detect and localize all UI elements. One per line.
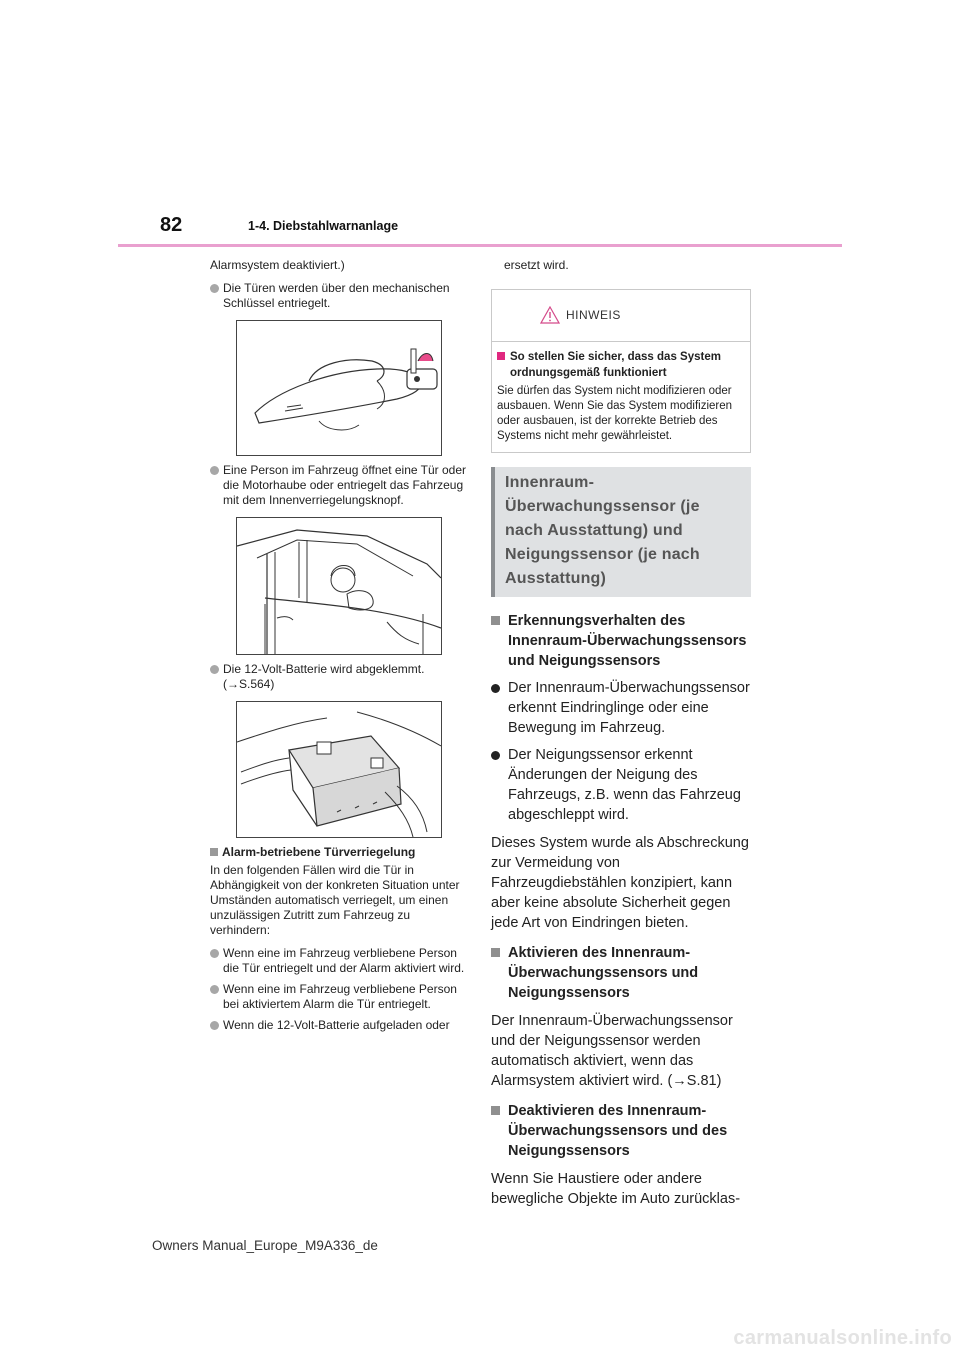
bullet-tilt-sensor (491, 745, 751, 825)
watermark: carmanualsonline.info (733, 1327, 952, 1349)
sub-heading-text: Alarm-betriebene Türverriegelung (222, 845, 416, 859)
bullet-dot-icon (210, 985, 219, 994)
header-rule (118, 244, 842, 247)
figure-battery (236, 701, 442, 838)
section-heading-box (491, 467, 751, 597)
notice-text: Sie dürfen das System nicht modifizieren oder ausbauen. Wenn Sie das System modifizieren oder ausbauen, ist der korrekte Betrieb des Systems nicht mehr gewährleistet. (497, 385, 733, 442)
section-title: 1-4. Diebstahlwarnanlage (248, 219, 399, 233)
notice-header (492, 290, 750, 342)
bullet-person-inside (210, 463, 472, 508)
notice-box (491, 289, 751, 453)
alarm-lock-paragraph: In den folgenden Fällen wird die Tür in Abhängigkeit von der konkreten Situation unter Umständen automatisch verriegelt, um einen unzulässigen Zutritt zum Fahrzeug zu verhindern: (210, 863, 460, 937)
sub-heading-deactivate (491, 1101, 751, 1161)
sub-heading-activate (491, 943, 751, 1003)
figure-door-handle-key (236, 320, 442, 456)
activate-paragraph: Der Innenraum-Überwachungssensor und der Neigungssensor werden automatisch aktiviert, wenn das Alarmsystem aktiviert wird. (→S.81) (491, 1013, 733, 1089)
bullet-text: Die 12-Volt-Batterie wird abgeklemmt. (→S.564) (223, 662, 425, 691)
bullet-alarm-active (210, 982, 472, 1012)
bullet-person-unlocks (210, 946, 472, 976)
bullet-dot-icon (491, 751, 500, 760)
notice-sub-text: So stellen Sie sicher, dass das System ordnungsgemäß funktioniert (510, 351, 721, 379)
left-column (210, 258, 472, 1039)
page-number: 82 (160, 214, 183, 236)
square-bullet-icon (210, 848, 218, 856)
notice-label: HINWEIS (566, 308, 621, 322)
bullet-dot-icon (210, 949, 219, 958)
square-bullet-icon (497, 352, 505, 360)
bullet-text: Wenn eine im Fahrzeug verbliebene Person bei aktiviertem Alarm die Tür entriegelt. (223, 982, 457, 1011)
sub-heading-text: Aktivieren des Innenraum-Überwachungssensors und Neigungssensors (508, 945, 699, 1001)
warning-triangle-icon (540, 306, 560, 324)
deactivate-paragraph: Wenn Sie Haustiere oder andere bewegliche Objekte im Auto zurücklas- (491, 1171, 741, 1207)
figure-person-in-car (236, 517, 442, 655)
bullet-text: Die Türen werden über den mechanischen Schlüssel entriegelt. (223, 281, 450, 310)
sub-heading-text: Erkennungsverhalten des Innenraum-Überwachungssensors und Neigungssensors (508, 613, 747, 669)
notice-body (492, 342, 750, 452)
intro-text: Alarmsystem deaktiviert.) (210, 258, 345, 272)
bullet-text: Der Innenraum-Überwachungssensor erkennt Eindringlinge oder eine Bewegung im Fahrzeug. (508, 680, 750, 736)
bullet-battery-charged (210, 1018, 472, 1033)
notice-sub-heading (497, 349, 744, 381)
bullet-text: Wenn eine im Fahrzeug verbliebene Person die Tür entriegelt und der Alarm aktiviert wird. (223, 946, 465, 975)
sub-heading-detection (491, 611, 751, 671)
footer-manual-id: Owners Manual_Europe_M9A336_de (152, 1238, 378, 1253)
square-bullet-icon (491, 616, 500, 625)
bullet-dot-icon (210, 1021, 219, 1030)
deterrent-paragraph: Dieses System wurde als Abschreckung zur Vermeidung von Fahrzeugdiebstählen konzipiert, kann aber keine absolute Sicherheit gegen jede Art von Eindringen bieten. (491, 835, 749, 931)
bullet-battery (210, 662, 472, 692)
continuation-text: ersetzt wird. (504, 258, 569, 272)
bullet-dot-icon (210, 665, 219, 674)
sub-heading-alarm-lock (210, 845, 472, 860)
section-heading: Innenraum-Überwachungssensor (je nach Ausstattung) und Neigungssensor (je nach Ausstattung) (505, 474, 700, 587)
bullet-text: Wenn die 12-Volt-Batterie aufgeladen oder (223, 1018, 450, 1032)
bullet-text: Der Neigungssensor erkennt Änderungen der Neigung des Fahrzeugs, z.B. wenn das Fahrzeug abgeschleppt wird. (508, 747, 741, 823)
bullet-dot-icon (210, 284, 219, 293)
bullet-text: Eine Person im Fahrzeug öffnet eine Tür oder die Motorhaube oder entriegelt das Fahrzeug mit dem Innenverriegelungsknopf. (223, 463, 467, 507)
bullet-interior-sensor (491, 678, 751, 738)
square-bullet-icon (491, 1106, 500, 1115)
bullet-dot-icon (491, 684, 500, 693)
bullet-dot-icon (210, 466, 219, 475)
square-bullet-icon (491, 948, 500, 957)
right-column (491, 258, 751, 1209)
sub-heading-text: Deaktivieren des Innenraum-Überwachungssensors und des Neigungssensors (508, 1103, 728, 1159)
bullet-mechanical-key (210, 281, 472, 311)
